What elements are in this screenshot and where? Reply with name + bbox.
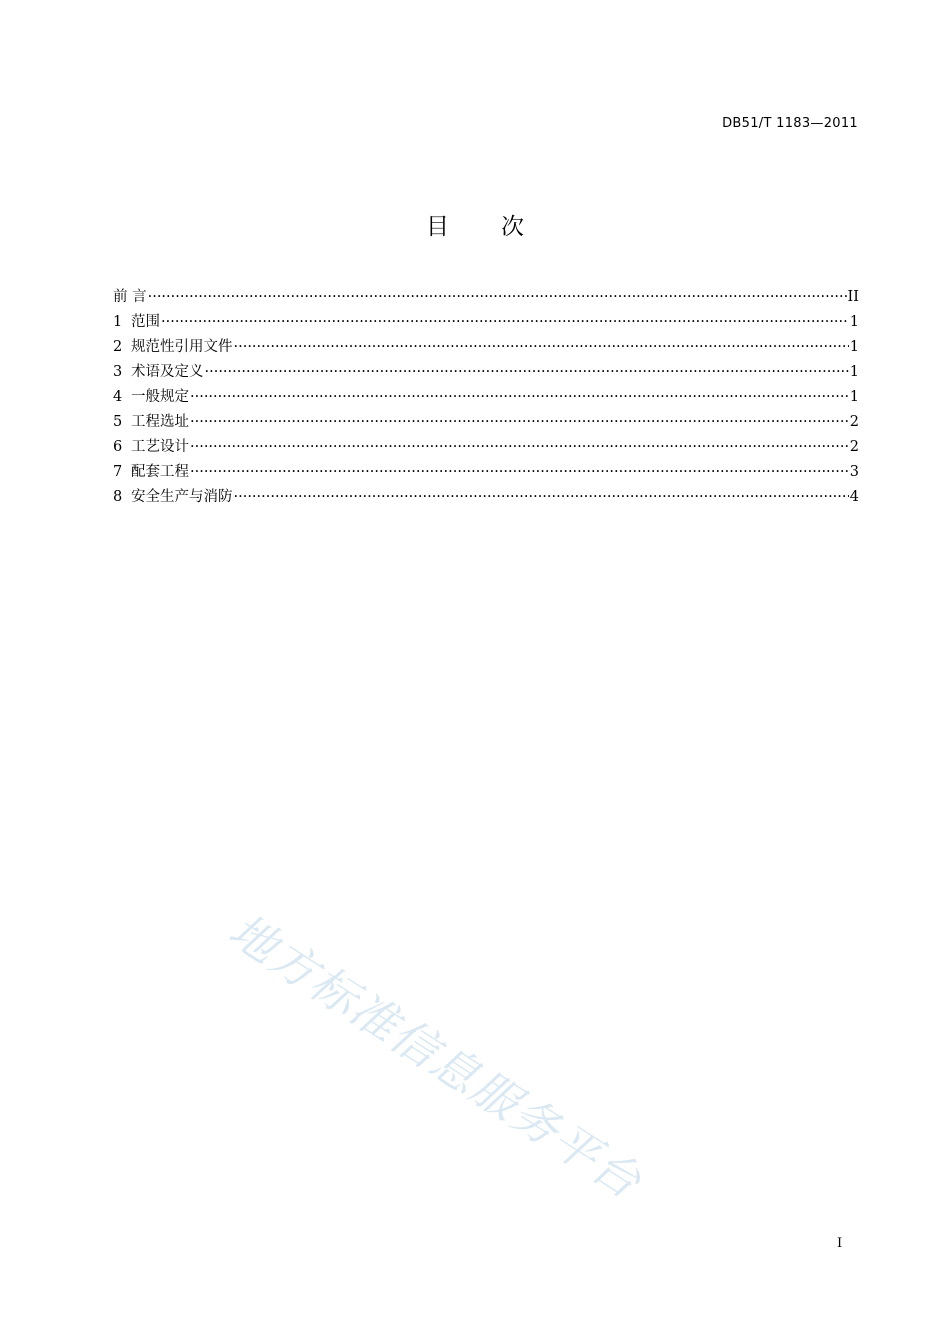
toc-leader-dots [190,414,849,430]
toc-entry-page: 2 [849,439,859,455]
toc-leader-dots [234,489,849,505]
toc-entry-number: 3 [113,364,123,380]
toc-entry-page: 1 [849,364,859,380]
toc-entry-normative-references[interactable] [113,335,859,360]
toc-entry-page: 1 [849,389,859,405]
toc-entry-site-selection[interactable] [113,410,859,435]
toc-entry-page: II [847,289,859,305]
toc-entry-title: 配套工程 [131,464,189,480]
toc-entry-page: 4 [849,489,859,505]
toc-entry-foreword[interactable] [113,285,859,310]
toc-entry-page: 1 [849,339,859,355]
toc-entry-title: 安全生产与消防 [131,489,233,505]
document-code: DB51/T 1183—2011 [722,116,858,131]
toc-entry-title: 工程选址 [131,414,189,430]
toc-entry-number: 8 [113,489,123,505]
toc-heading-left: 目 [426,214,449,240]
toc-entry-number: 4 [113,389,123,405]
toc-leader-dots [161,314,849,330]
toc-heading [0,208,950,241]
toc-entry-terms-definitions[interactable] [113,360,859,385]
watermark: 地方标准信息服务平台 [219,902,652,1210]
toc-entry-process-design[interactable] [113,435,859,460]
toc-entry-number: 2 [113,339,123,355]
toc-entry-page: 1 [849,314,859,330]
toc-list [113,285,859,510]
toc-leader-dots [190,389,849,405]
toc-entry-number: 7 [113,464,123,480]
toc-leader-dots [190,464,849,480]
toc-heading-right: 次 [501,214,524,240]
toc-entry-number: 1 [113,314,123,330]
toc-entry-title: 范围 [131,314,160,330]
toc-entry-safety-fire[interactable] [113,485,859,510]
toc-entry-title: 工艺设计 [131,439,189,455]
toc-entry-general-provisions[interactable] [113,385,859,410]
toc-entry-number: 5 [113,414,123,430]
toc-entry-page: 3 [849,464,859,480]
toc-leader-dots [205,364,849,380]
toc-entry-title: 一般规定 [131,389,189,405]
toc-entry-title: 术语及定义 [131,364,204,380]
toc-entry-scope[interactable] [113,310,859,335]
toc-entry-supporting-works[interactable] [113,460,859,485]
toc-entry-title: 规范性引用文件 [131,339,233,355]
toc-leader-dots [148,289,847,305]
toc-leader-dots [190,439,849,455]
toc-leader-dots [234,339,849,355]
toc-entry-number: 6 [113,439,123,455]
page-number: I [837,1236,843,1251]
toc-entry-title: 前 言 [113,289,147,305]
toc-entry-page: 2 [849,414,859,430]
